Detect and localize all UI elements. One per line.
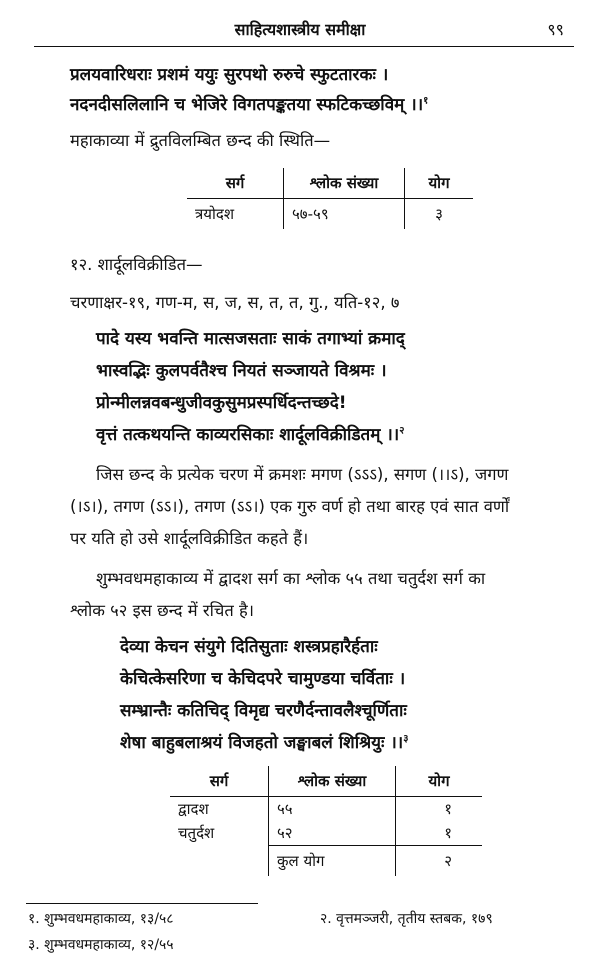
table2-row1-yog: १ — [444, 800, 452, 818]
verse3-line3: सम्भ्रान्तैः कतिचिद् विमृद्य चरणैर्दन्तावलैश्चूर्णिताः — [120, 701, 407, 721]
table1-header-shlok: श्लोक संख्या — [284, 168, 405, 199]
header-rule — [34, 46, 574, 47]
footnote-mark-2: २ — [399, 425, 405, 437]
table-2 — [170, 766, 482, 876]
table1-cell-sarg: त्रयोदश — [187, 199, 284, 230]
table-1 — [187, 168, 473, 229]
table-row — [170, 821, 482, 846]
verse1-line1: प्रलयवारिधराः प्रशमं ययुः सुरपथो रुरुचे स्फुटतारकः । — [70, 65, 389, 85]
para1-line2: (।ऽ।), तगण (ऽऽ।), तगण (ऽऽ।) एक गुरु वर्ण हो तथा बारह एवं सात वर्णों — [70, 497, 510, 516]
table2-row1-shlok: ५५ — [269, 797, 396, 822]
table-row — [170, 797, 482, 822]
verse1-line2 — [70, 92, 428, 115]
table2-header-yog: योग — [428, 772, 450, 790]
footnote-mark-3: ३ — [403, 733, 409, 745]
para1-line1: जिस छन्द के प्रत्येक चरण में क्रमशः मगण (ऽऽऽ), सगण (।।ऽ), जगण — [96, 465, 509, 484]
intro-text: महाकाव्या में द्रुतविलम्बित छन्द की स्थिति— — [70, 131, 331, 150]
footnote-1: १. शुम्भवधमहाकाव्य, १३/५८ — [28, 911, 174, 927]
verse2-line3: प्रोन्मीलन्नवबन्धुजीवकुसुमप्रस्पर्धिदन्तच्छदे! — [96, 393, 347, 413]
table2-row2-sarg: चतुर्दश — [170, 821, 269, 846]
verse2-line4 — [96, 422, 404, 445]
table-total-row — [170, 846, 482, 877]
para2-line1: शुम्भवधमहाकाव्य में द्वादश सर्ग का श्लोक ५५ तथा चतुर्दश सर्ग का — [96, 569, 486, 588]
verse1-line2-text: नदनदीसलिलानि च भेजिरे विगतपङ्कतया स्फटिकच्छविम् ।। — [70, 95, 424, 115]
verse3-line4 — [120, 730, 408, 753]
verse2-line1: पादे यस्य भवन्ति मात्सजसताः साकं तगाभ्यां क्रमाद् — [96, 329, 405, 349]
table1-cell-yog: ३ — [435, 205, 443, 223]
table2-header-shlok: श्लोक संख्या — [269, 766, 396, 797]
verse3-line1: देव्या केचन संयुगे दितिसुताः शस्त्रप्रहारैर्हताः — [120, 637, 378, 657]
verse2-line2: भास्वद्भिः कुलपर्वतैश्च नियतं सञ्जायते विश्रमः । — [96, 361, 387, 381]
verse3-line2: केचित्केसरिणा च केचिदपरे चामुण्डया चर्विताः । — [120, 669, 406, 689]
running-title: साहित्यशास्त्रीय समीक्षा — [234, 20, 366, 39]
table2-header-sarg: सर्ग — [170, 766, 269, 797]
footnote-rule — [26, 903, 258, 904]
section-heading: १२. शार्दूलविक्रीडित— — [70, 255, 203, 274]
table2-row1-sarg: द्वादश — [170, 797, 269, 822]
table2-total-label: कुल योग — [269, 846, 396, 877]
page-number: ९९ — [547, 20, 564, 39]
verse3-line4-text: शेषा बाहुबलाश्रयं विजहतो जङ्घाबलं शिश्रियुः ।। — [120, 733, 404, 753]
footnote-mark-1: १ — [423, 95, 429, 107]
footnote-3: ३. शुम्भवधमहाकाव्य, १२/५५ — [28, 937, 174, 953]
table1-header-sarg: सर्ग — [187, 168, 284, 199]
para1-line3: पर यति हो उसे शार्दूलविक्रीडित कहते हैं। — [70, 529, 309, 548]
para2-line2: श्लोक ५२ इस छन्द में रचित है। — [70, 601, 255, 620]
table2-row2-shlok: ५२ — [269, 821, 396, 846]
table2-row2-yog: १ — [444, 824, 452, 842]
footnote-2: २. वृत्तमञ्जरी, तृतीय स्तबक, १७९ — [320, 911, 493, 927]
table2-total-value: २ — [396, 846, 483, 877]
verse2-line4-text: वृत्तं तत्कथयन्ति काव्यरसिकाः शार्दूलविक्रीडितम् ।। — [96, 425, 400, 445]
table1-cell-shlok: ५७-५९ — [284, 199, 405, 230]
table-row — [187, 199, 473, 230]
metre-chart-line: चरणाक्षर-१९, गण-म, स, ज, स, त, त, गु., यति-१२, ७ — [70, 293, 400, 312]
table1-header-yog: योग — [428, 174, 450, 192]
